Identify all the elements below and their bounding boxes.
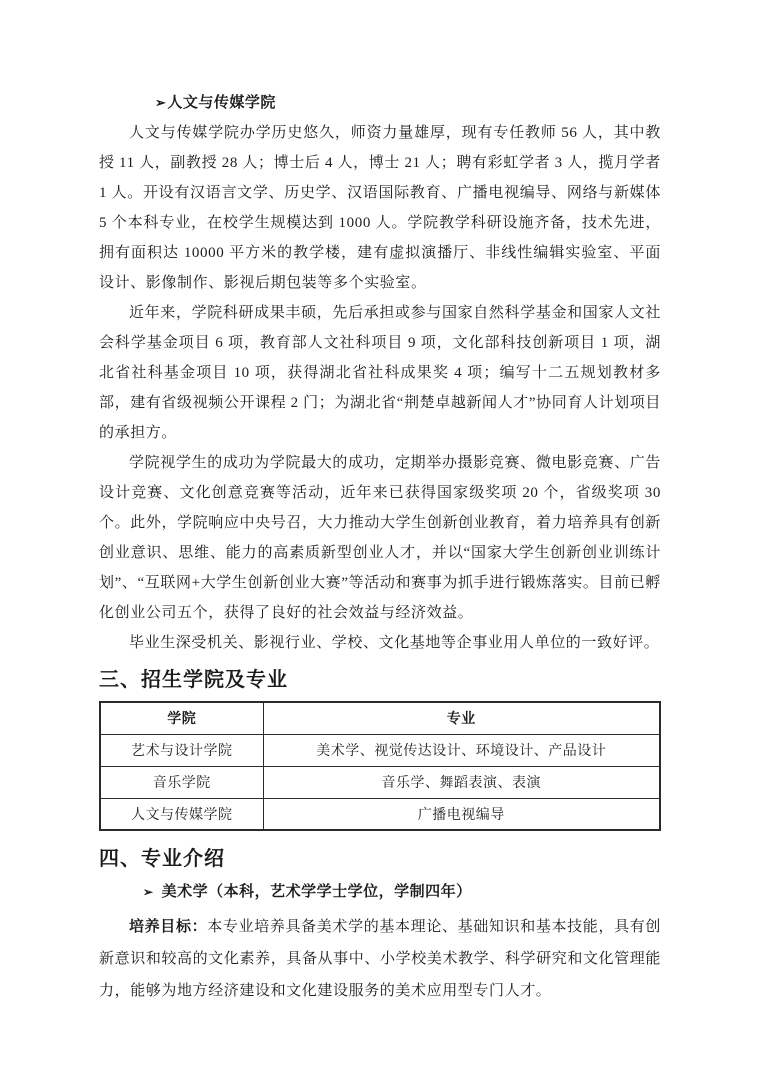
student-achievement-paragraph: 学院视学生的成功为学院最大的成功，定期举办摄影竞赛、微电影竞赛、广告设计竞赛、文化创意竞赛等活动，近年来已获得国家级奖项 20 个，省级奖项 30 个。此外，学院响应中央号召，大力推动大学生创新创业教育，着力培养具有创新创业意识、思维、能力的高素质新型创业人才，并以“国家大学生创新创业训练计划”、“互联网+大学生创新创业大赛”等活动和赛事为抓手进行锻炼落实。目前已孵化创业公司五个，获得了良好的社会效益与经济效益。 — [99, 455, 661, 621]
arrow-bullet-icon: ➢ — [155, 95, 167, 110]
college-cell: 音乐学院 — [100, 766, 263, 798]
major-subheading-title: 美术学（本科，艺术学学士学位，学制四年） — [161, 884, 472, 900]
table-header-row — [100, 702, 660, 734]
training-goal-text: 本专业培养具备美术学的基本理论、基础知识和基本技能，具有创新意识和较高的文化素养，具备从事中、小学校美术教学、科学研究和文化管理能力，能够为地方经济建设和文化建设服务的美术应用型专门人才。 — [99, 919, 661, 999]
major-column-header: 专业 — [263, 702, 660, 734]
table-row — [100, 798, 660, 830]
college-cell: 艺术与设计学院 — [100, 734, 263, 766]
table-row — [100, 734, 660, 766]
major-cell: 广播电视编导 — [263, 798, 660, 830]
college-cell: 人文与传媒学院 — [100, 798, 263, 830]
graduates-paragraph: 毕业生深受机关、影视行业、学校、文化基地等企事业用人单位的一致好评。 — [129, 635, 660, 651]
training-goal-paragraph — [99, 911, 661, 1007]
table-row — [100, 766, 660, 798]
section3-heading: 三、招生学院及专业 — [99, 669, 288, 691]
college-column-header: 学院 — [100, 702, 263, 734]
arrow-bullet-icon: ➢ — [143, 885, 154, 899]
major-cell: 音乐学、舞蹈表演、表演 — [263, 766, 660, 798]
training-goal-label: 培养目标： — [129, 919, 208, 935]
college-section-heading — [99, 88, 661, 118]
major-subheading — [99, 877, 661, 907]
college-major-table — [99, 701, 661, 831]
college-section-title: 人文与传媒学院 — [167, 95, 276, 111]
intro-paragraph: 人文与传媒学院办学历史悠久，师资力量雄厚，现有专任教师 56 人，其中教授 11 人，副教授 28 人；博士后 4 人，博士 21 人；聘有彩虹学者 3 人，揽月学者 1 人。开设有汉语言文学、历史学、汉语国际教育、广播电视编导、网络与新媒体 5 个本科专业，在校学生规模达到 1000 人。学院教学科研设施齐备，技术先进，拥有面积达 10000 平方米的教学楼，建有虚拟演播厅、非线性编辑实验室、平面设计、影像制作、影视后期包装等多个实验室。 — [99, 125, 661, 291]
major-cell: 美术学、视觉传达设计、环境设计、产品设计 — [263, 734, 660, 766]
section4-heading: 四、专业介绍 — [99, 848, 225, 870]
research-paragraph: 近年来，学院科研成果丰硕，先后承担或参与国家自然科学基金和国家人文社会科学基金项目 6 项，教育部人文社科项目 9 项，文化部科技创新项目 1 项，湖北省社科基金项目 10 项，获得湖北省社科成果奖 4 项；编写十二五规划教材多部，建有省级视频公开课程 2 门；为湖北省“荆楚卓越新闻人才”协同育人计划项目的承担方。 — [99, 305, 661, 441]
